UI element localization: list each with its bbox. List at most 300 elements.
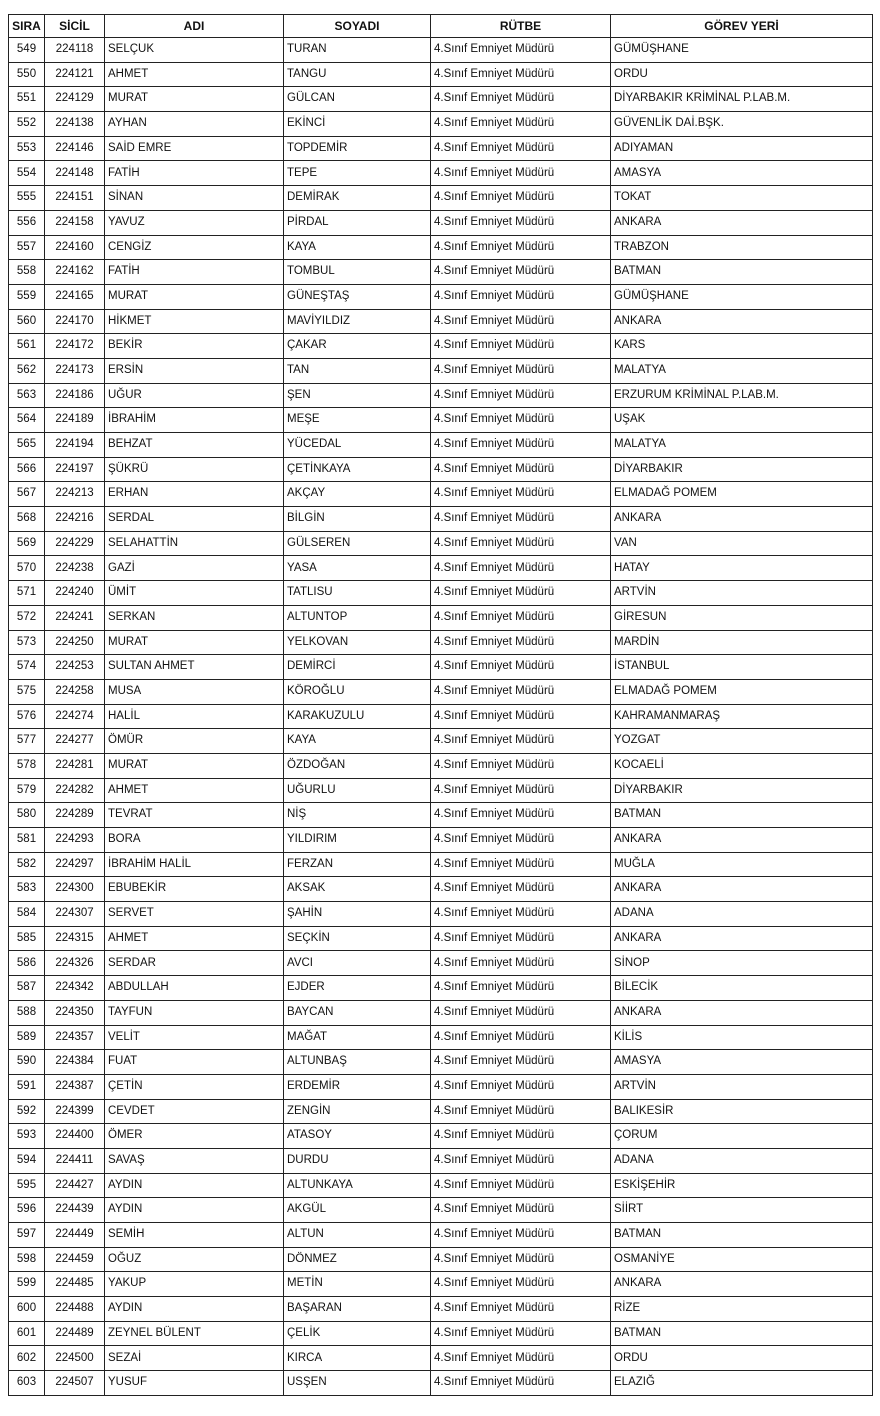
cell-gorev-yeri: MALATYA [611,433,873,458]
cell-gorev-yeri: ORDU [611,62,873,87]
cell-sicil: 224241 [45,605,105,630]
cell-gorev-yeri: ADANA [611,902,873,927]
cell-gorev-yeri: ANKARA [611,309,873,334]
cell-adi: SEMİH [105,1223,284,1248]
cell-gorev-yeri: ANKARA [611,828,873,853]
cell-rutbe: 4.Sınıf Emniyet Müdürü [431,235,611,260]
cell-sira: 596 [9,1198,45,1223]
cell-gorev-yeri: ANKARA [611,926,873,951]
cell-soyadi: DÖNMEZ [284,1247,431,1272]
header-soyadi: SOYADI [284,15,431,38]
cell-gorev-yeri: ANKARA [611,507,873,532]
cell-adi: SERKAN [105,605,284,630]
cell-rutbe: 4.Sınıf Emniyet Müdürü [431,1173,611,1198]
cell-adi: YAVUZ [105,210,284,235]
cell-adi: UĞUR [105,383,284,408]
cell-adi: ÖMER [105,1124,284,1149]
cell-sira: 555 [9,186,45,211]
cell-sira: 557 [9,235,45,260]
cell-adi: MURAT [105,284,284,309]
cell-soyadi: BİLGİN [284,507,431,532]
table-row [9,976,873,1001]
cell-soyadi: TATLISU [284,581,431,606]
cell-sira: 550 [9,62,45,87]
table-row [9,877,873,902]
cell-gorev-yeri: MUĞLA [611,852,873,877]
cell-soyadi: ATASOY [284,1124,431,1149]
cell-soyadi: PİRDAL [284,210,431,235]
cell-gorev-yeri: ANKARA [611,1000,873,1025]
cell-sicil: 224289 [45,803,105,828]
cell-soyadi: DURDU [284,1148,431,1173]
table-row [9,1000,873,1025]
cell-sicil: 224326 [45,951,105,976]
table-row [9,1198,873,1223]
cell-soyadi: KAYA [284,235,431,260]
header-gorev-yeri: GÖREV YERİ [611,15,873,38]
cell-sira: 582 [9,852,45,877]
cell-adi: MURAT [105,753,284,778]
cell-sira: 559 [9,284,45,309]
cell-soyadi: MAVİYILDIZ [284,309,431,334]
cell-rutbe: 4.Sınıf Emniyet Müdürü [431,1099,611,1124]
cell-soyadi: KARAKUZULU [284,704,431,729]
cell-rutbe: 4.Sınıf Emniyet Müdürü [431,1074,611,1099]
cell-rutbe: 4.Sınıf Emniyet Müdürü [431,630,611,655]
cell-rutbe: 4.Sınıf Emniyet Müdürü [431,828,611,853]
cell-soyadi: KAYA [284,729,431,754]
table-row [9,1050,873,1075]
header-sicil: SİCİL [45,15,105,38]
cell-adi: ÜMİT [105,581,284,606]
cell-sira: 590 [9,1050,45,1075]
cell-soyadi: ALTUNKAYA [284,1173,431,1198]
table-row [9,457,873,482]
cell-rutbe: 4.Sınıf Emniyet Müdürü [431,1124,611,1149]
cell-gorev-yeri: RİZE [611,1297,873,1322]
table-row [9,309,873,334]
header-sira: SIRA [9,15,45,38]
cell-adi: FATİH [105,161,284,186]
table-row [9,1272,873,1297]
cell-soyadi: BAŞARAN [284,1297,431,1322]
cell-sicil: 224213 [45,482,105,507]
cell-adi: VELİT [105,1025,284,1050]
cell-soyadi: GÜLSEREN [284,531,431,556]
cell-adi: HALİL [105,704,284,729]
cell-soyadi: ALTUN [284,1223,431,1248]
cell-gorev-yeri: SİNOP [611,951,873,976]
cell-sira: 568 [9,507,45,532]
cell-rutbe: 4.Sınıf Emniyet Müdürü [431,186,611,211]
cell-sira: 587 [9,976,45,1001]
cell-gorev-yeri: KİLİS [611,1025,873,1050]
cell-adi: ÖMÜR [105,729,284,754]
cell-rutbe: 4.Sınıf Emniyet Müdürü [431,877,611,902]
cell-gorev-yeri: BATMAN [611,803,873,828]
table-row [9,655,873,680]
cell-adi: ERSİN [105,358,284,383]
cell-soyadi: KÖROĞLU [284,679,431,704]
cell-gorev-yeri: KOCAELİ [611,753,873,778]
cell-adi: ŞÜKRÜ [105,457,284,482]
cell-adi: MURAT [105,87,284,112]
cell-sira: 571 [9,581,45,606]
cell-gorev-yeri: OSMANİYE [611,1247,873,1272]
cell-gorev-yeri: ELMADAĞ POMEM [611,679,873,704]
table-row [9,951,873,976]
cell-rutbe: 4.Sınıf Emniyet Müdürü [431,704,611,729]
cell-rutbe: 4.Sınıf Emniyet Müdürü [431,433,611,458]
cell-sira: 579 [9,778,45,803]
cell-gorev-yeri: ELMADAĞ POMEM [611,482,873,507]
cell-sira: 553 [9,136,45,161]
cell-sira: 595 [9,1173,45,1198]
cell-gorev-yeri: ORDU [611,1346,873,1371]
cell-gorev-yeri: ERZURUM KRİMİNAL P.LAB.M. [611,383,873,408]
cell-soyadi: TAN [284,358,431,383]
cell-sira: 593 [9,1124,45,1149]
cell-gorev-yeri: HATAY [611,556,873,581]
table-row [9,852,873,877]
cell-adi: ZEYNEL BÜLENT [105,1321,284,1346]
table-row [9,581,873,606]
cell-rutbe: 4.Sınıf Emniyet Müdürü [431,803,611,828]
cell-sicil: 224293 [45,828,105,853]
cell-gorev-yeri: GÜMÜŞHANE [611,38,873,63]
cell-adi: SAİD EMRE [105,136,284,161]
cell-adi: GAZİ [105,556,284,581]
cell-sicil: 224146 [45,136,105,161]
cell-sicil: 224158 [45,210,105,235]
cell-rutbe: 4.Sınıf Emniyet Müdürü [431,729,611,754]
cell-sicil: 224238 [45,556,105,581]
cell-adi: BORA [105,828,284,853]
cell-gorev-yeri: DİYARBAKIR KRİMİNAL P.LAB.M. [611,87,873,112]
cell-adi: İBRAHİM HALİL [105,852,284,877]
cell-adi: YUSUF [105,1371,284,1396]
cell-sicil: 224250 [45,630,105,655]
table-row [9,161,873,186]
cell-gorev-yeri: BATMAN [611,260,873,285]
cell-soyadi: EKİNCİ [284,112,431,137]
cell-gorev-yeri: DİYARBAKIR [611,457,873,482]
cell-gorev-yeri: GİRESUN [611,605,873,630]
cell-gorev-yeri: ARTVİN [611,1074,873,1099]
cell-sicil: 224118 [45,38,105,63]
cell-gorev-yeri: ADANA [611,1148,873,1173]
cell-sicil: 224300 [45,877,105,902]
cell-adi: AYHAN [105,112,284,137]
cell-rutbe: 4.Sınıf Emniyet Müdürü [431,260,611,285]
cell-gorev-yeri: VAN [611,531,873,556]
table-row [9,284,873,309]
cell-rutbe: 4.Sınıf Emniyet Müdürü [431,605,611,630]
table-body [9,38,873,1396]
cell-gorev-yeri: DİYARBAKIR [611,778,873,803]
cell-sira: 602 [9,1346,45,1371]
table-row [9,210,873,235]
table-row [9,1223,873,1248]
cell-sicil: 224170 [45,309,105,334]
table-row [9,1297,873,1322]
cell-adi: TEVRAT [105,803,284,828]
cell-rutbe: 4.Sınıf Emniyet Müdürü [431,1272,611,1297]
cell-sira: 565 [9,433,45,458]
cell-gorev-yeri: SİİRT [611,1198,873,1223]
cell-sicil: 224160 [45,235,105,260]
cell-rutbe: 4.Sınıf Emniyet Müdürü [431,383,611,408]
cell-rutbe: 4.Sınıf Emniyet Müdürü [431,358,611,383]
cell-adi: SERDAR [105,951,284,976]
cell-sira: 592 [9,1099,45,1124]
cell-sicil: 224384 [45,1050,105,1075]
cell-rutbe: 4.Sınıf Emniyet Müdürü [431,753,611,778]
table-row [9,186,873,211]
cell-sicil: 224197 [45,457,105,482]
cell-sicil: 224240 [45,581,105,606]
table-row [9,1346,873,1371]
cell-soyadi: YILDIRIM [284,828,431,853]
table-row [9,1247,873,1272]
cell-sicil: 224387 [45,1074,105,1099]
cell-adi: SİNAN [105,186,284,211]
cell-rutbe: 4.Sınıf Emniyet Müdürü [431,679,611,704]
cell-adi: FATİH [105,260,284,285]
header-rutbe: RÜTBE [431,15,611,38]
cell-sira: 601 [9,1321,45,1346]
cell-rutbe: 4.Sınıf Emniyet Müdürü [431,655,611,680]
table-row [9,902,873,927]
cell-soyadi: AKSAK [284,877,431,902]
cell-rutbe: 4.Sınıf Emniyet Müdürü [431,38,611,63]
cell-gorev-yeri: ADIYAMAN [611,136,873,161]
cell-sicil: 224315 [45,926,105,951]
cell-sicil: 224500 [45,1346,105,1371]
cell-sira: 586 [9,951,45,976]
table-row [9,531,873,556]
cell-rutbe: 4.Sınıf Emniyet Müdürü [431,284,611,309]
cell-sira: 577 [9,729,45,754]
cell-soyadi: TEPE [284,161,431,186]
cell-rutbe: 4.Sınıf Emniyet Müdürü [431,210,611,235]
cell-sira: 599 [9,1272,45,1297]
cell-soyadi: MAĞAT [284,1025,431,1050]
cell-rutbe: 4.Sınıf Emniyet Müdürü [431,334,611,359]
table-row [9,38,873,63]
cell-rutbe: 4.Sınıf Emniyet Müdürü [431,1297,611,1322]
cell-soyadi: MEŞE [284,408,431,433]
cell-soyadi: USŞEN [284,1371,431,1396]
cell-adi: MUSA [105,679,284,704]
cell-sicil: 224357 [45,1025,105,1050]
cell-sicil: 224282 [45,778,105,803]
cell-gorev-yeri: ESKİŞEHİR [611,1173,873,1198]
cell-sicil: 224172 [45,334,105,359]
cell-rutbe: 4.Sınıf Emniyet Müdürü [431,1000,611,1025]
cell-sira: 567 [9,482,45,507]
cell-sicil: 224281 [45,753,105,778]
cell-gorev-yeri: ANKARA [611,210,873,235]
cell-adi: BEKİR [105,334,284,359]
cell-adi: SERVET [105,902,284,927]
cell-sira: 563 [9,383,45,408]
cell-sicil: 224216 [45,507,105,532]
cell-sira: 570 [9,556,45,581]
cell-sira: 561 [9,334,45,359]
cell-sicil: 224173 [45,358,105,383]
cell-rutbe: 4.Sınıf Emniyet Müdürü [431,309,611,334]
cell-adi: ABDULLAH [105,976,284,1001]
cell-gorev-yeri: UŞAK [611,408,873,433]
cell-rutbe: 4.Sınıf Emniyet Müdürü [431,1371,611,1396]
cell-sicil: 224489 [45,1321,105,1346]
cell-gorev-yeri: AMASYA [611,1050,873,1075]
cell-sira: 558 [9,260,45,285]
cell-sira: 560 [9,309,45,334]
cell-gorev-yeri: İSTANBUL [611,655,873,680]
cell-soyadi: GÜNEŞTAŞ [284,284,431,309]
cell-gorev-yeri: KARS [611,334,873,359]
table-row [9,926,873,951]
cell-gorev-yeri: BİLECİK [611,976,873,1001]
cell-sicil: 224258 [45,679,105,704]
cell-rutbe: 4.Sınıf Emniyet Müdürü [431,1025,611,1050]
cell-rutbe: 4.Sınıf Emniyet Müdürü [431,1223,611,1248]
cell-sicil: 224485 [45,1272,105,1297]
cell-sicil: 224342 [45,976,105,1001]
cell-gorev-yeri: ANKARA [611,1272,873,1297]
cell-soyadi: ÖZDOĞAN [284,753,431,778]
cell-sira: 603 [9,1371,45,1396]
cell-sira: 573 [9,630,45,655]
cell-sira: 585 [9,926,45,951]
table-row [9,1025,873,1050]
cell-rutbe: 4.Sınıf Emniyet Müdürü [431,507,611,532]
cell-soyadi: AKÇAY [284,482,431,507]
cell-soyadi: KIRCA [284,1346,431,1371]
cell-adi: OĞUZ [105,1247,284,1272]
table-row [9,383,873,408]
cell-sicil: 224507 [45,1371,105,1396]
cell-rutbe: 4.Sınıf Emniyet Müdürü [431,531,611,556]
cell-gorev-yeri: ANKARA [611,877,873,902]
cell-sicil: 224129 [45,87,105,112]
cell-sira: 554 [9,161,45,186]
cell-sira: 556 [9,210,45,235]
cell-rutbe: 4.Sınıf Emniyet Müdürü [431,902,611,927]
cell-adi: BEHZAT [105,433,284,458]
cell-adi: AYDIN [105,1198,284,1223]
cell-soyadi: YASA [284,556,431,581]
table-row [9,630,873,655]
table-row [9,679,873,704]
cell-adi: FUAT [105,1050,284,1075]
cell-soyadi: EJDER [284,976,431,1001]
cell-adi: ÇETİN [105,1074,284,1099]
cell-soyadi: TOMBUL [284,260,431,285]
cell-sira: 551 [9,87,45,112]
table-row [9,112,873,137]
cell-adi: AYDIN [105,1297,284,1322]
table-row [9,507,873,532]
cell-rutbe: 4.Sınıf Emniyet Müdürü [431,556,611,581]
cell-adi: YAKUP [105,1272,284,1297]
table-row [9,260,873,285]
cell-soyadi: ALTUNBAŞ [284,1050,431,1075]
cell-gorev-yeri: GÜVENLİK DAİ.BŞK. [611,112,873,137]
cell-soyadi: ZENGİN [284,1099,431,1124]
cell-soyadi: TANGU [284,62,431,87]
cell-soyadi: BAYCAN [284,1000,431,1025]
cell-soyadi: ALTUNTOP [284,605,431,630]
cell-rutbe: 4.Sınıf Emniyet Müdürü [431,1198,611,1223]
cell-rutbe: 4.Sınıf Emniyet Müdürü [431,852,611,877]
cell-adi: EBUBEKİR [105,877,284,902]
cell-sira: 594 [9,1148,45,1173]
table-row [9,408,873,433]
cell-rutbe: 4.Sınıf Emniyet Müdürü [431,581,611,606]
cell-soyadi: ERDEMİR [284,1074,431,1099]
cell-gorev-yeri: BATMAN [611,1223,873,1248]
cell-rutbe: 4.Sınıf Emniyet Müdürü [431,1247,611,1272]
cell-sicil: 224186 [45,383,105,408]
cell-rutbe: 4.Sınıf Emniyet Müdürü [431,1050,611,1075]
table-row [9,729,873,754]
cell-sira: 580 [9,803,45,828]
cell-adi: SULTAN AHMET [105,655,284,680]
table-row [9,1099,873,1124]
table-row [9,1321,873,1346]
cell-gorev-yeri: BALIKESİR [611,1099,873,1124]
cell-soyadi: AKGÜL [284,1198,431,1223]
cell-rutbe: 4.Sınıf Emniyet Müdürü [431,778,611,803]
personnel-table [8,14,873,1396]
cell-rutbe: 4.Sınıf Emniyet Müdürü [431,87,611,112]
cell-sicil: 224121 [45,62,105,87]
cell-sicil: 224148 [45,161,105,186]
cell-soyadi: YELKOVAN [284,630,431,655]
cell-soyadi: TOPDEMİR [284,136,431,161]
cell-sira: 588 [9,1000,45,1025]
cell-sira: 584 [9,902,45,927]
table-row [9,704,873,729]
cell-sira: 549 [9,38,45,63]
cell-sira: 589 [9,1025,45,1050]
cell-rutbe: 4.Sınıf Emniyet Müdürü [431,951,611,976]
cell-sicil: 224165 [45,284,105,309]
cell-sira: 583 [9,877,45,902]
cell-rutbe: 4.Sınıf Emniyet Müdürü [431,976,611,1001]
cell-gorev-yeri: ELAZIĞ [611,1371,873,1396]
cell-sicil: 224277 [45,729,105,754]
cell-soyadi: AVCI [284,951,431,976]
cell-sicil: 224297 [45,852,105,877]
table-row [9,136,873,161]
table-row [9,556,873,581]
cell-adi: AHMET [105,778,284,803]
cell-sira: 581 [9,828,45,853]
cell-rutbe: 4.Sınıf Emniyet Müdürü [431,1346,611,1371]
cell-sira: 552 [9,112,45,137]
cell-sicil: 224427 [45,1173,105,1198]
cell-rutbe: 4.Sınıf Emniyet Müdürü [431,482,611,507]
header-row [9,15,873,38]
cell-sicil: 224253 [45,655,105,680]
cell-gorev-yeri: ARTVİN [611,581,873,606]
cell-gorev-yeri: GÜMÜŞHANE [611,284,873,309]
cell-soyadi: ÇETİNKAYA [284,457,431,482]
